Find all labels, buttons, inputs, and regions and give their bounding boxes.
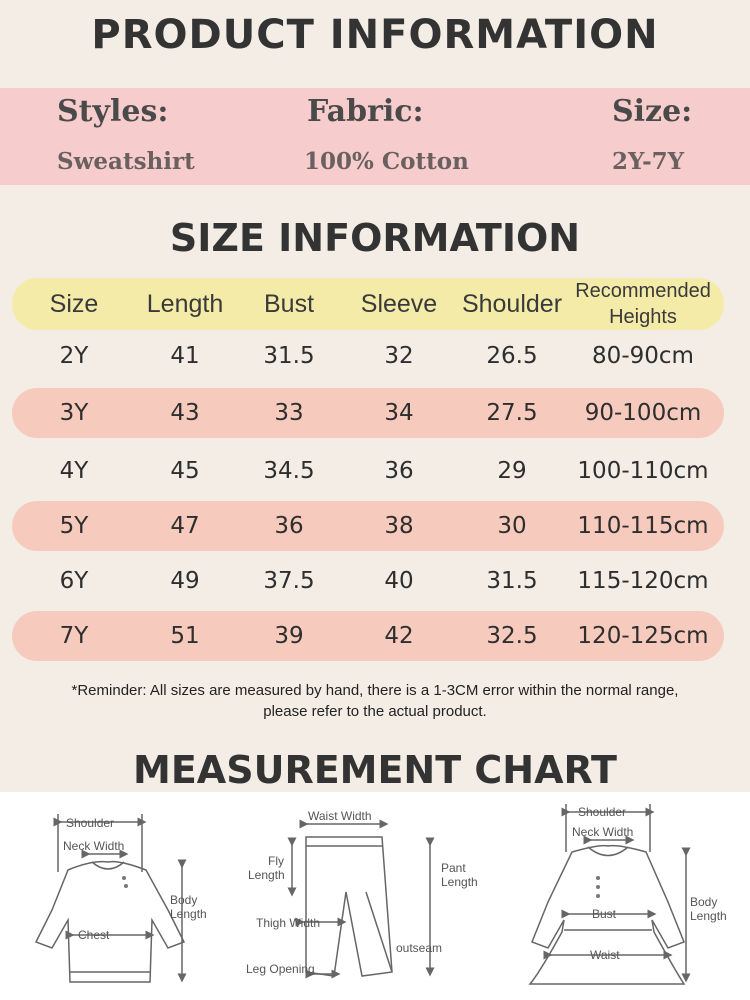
cell-size: 2Y (59, 343, 89, 369)
header-size: Size (49, 289, 99, 318)
cell-height: 110-115cm (577, 513, 709, 539)
cell-length: 51 (170, 623, 200, 649)
measurement-diagrams (0, 792, 750, 1000)
cell-length: 43 (170, 400, 200, 426)
pt-leg-opening-label: Leg Opening (246, 962, 315, 976)
cell-size: 3Y (59, 400, 89, 426)
measurement-chart-title: MEASUREMENT CHART (133, 748, 617, 792)
measurement-chart (0, 792, 750, 1000)
cell-length: 49 (170, 568, 200, 594)
cell-shoulder: 31.5 (486, 568, 538, 594)
reminder-note (0, 680, 750, 722)
pt-fly-label: Fly (268, 854, 284, 868)
cell-length: 45 (170, 458, 200, 484)
table-row (12, 556, 724, 606)
cell-shoulder: 30 (497, 513, 527, 539)
cell-shoulder: 26.5 (486, 343, 538, 369)
styles-label: Styles: (57, 94, 169, 129)
table-row (12, 611, 724, 661)
cell-bust: 31.5 (263, 343, 315, 369)
cell-height: 120-125cm (577, 623, 709, 649)
dr-length-label: Length (690, 909, 727, 923)
dr-body-label: Body (690, 895, 718, 909)
cell-height: 80-90cm (592, 343, 694, 369)
styles-value: Sweatshirt (57, 148, 195, 175)
cell-shoulder: 29 (497, 458, 527, 484)
cell-length: 47 (170, 513, 200, 539)
pt-outseam-label: outseam (396, 941, 443, 955)
table-row (12, 331, 724, 381)
pt-fly-length-label: Length (248, 868, 285, 882)
reminder-line-2: please refer to the actual product. (263, 703, 487, 720)
product-info-band (0, 88, 750, 185)
size-label: Size: (612, 94, 693, 129)
header-recommended-heights (570, 278, 716, 330)
table-row (12, 388, 724, 438)
size-information-title: SIZE INFORMATION (169, 216, 581, 260)
cell-size: 4Y (59, 458, 89, 484)
cell-shoulder: 32.5 (486, 623, 538, 649)
dr-bust-label: Bust (592, 907, 617, 921)
cell-size: 7Y (59, 623, 89, 649)
cell-sleeve: 42 (384, 623, 414, 649)
cell-size: 6Y (59, 568, 89, 594)
cell-bust: 39 (274, 623, 304, 649)
cell-height: 115-120cm (577, 568, 709, 594)
sw-neck-width-label: Neck Width (63, 839, 125, 853)
sw-length-label: Length (170, 907, 207, 921)
cell-sleeve: 32 (384, 343, 414, 369)
header-heights: Heights (609, 306, 677, 328)
cell-bust: 36 (274, 513, 304, 539)
cell-height: 90-100cm (584, 400, 702, 426)
pt-thigh-width-label: Thigh Width (256, 916, 321, 930)
header-recommended: Recommended (575, 280, 711, 302)
dr-shoulder-label: Shoulder (578, 805, 627, 819)
cell-length: 41 (170, 343, 200, 369)
header-shoulder: Shoulder (461, 289, 563, 318)
cell-height: 100-110cm (577, 458, 709, 484)
pt-pant-label: Pant (441, 861, 466, 875)
cell-size: 5Y (59, 513, 89, 539)
cell-sleeve: 34 (384, 400, 414, 426)
header-length: Length (146, 289, 224, 318)
product-information-title: PRODUCT INFORMATION (91, 12, 659, 58)
size-value: 2Y-7Y (612, 148, 685, 175)
header-sleeve: Sleeve (360, 289, 438, 318)
cell-bust: 34.5 (263, 458, 315, 484)
pt-waist-width-label: Waist Width (308, 809, 372, 823)
sw-chest-label: Chest (78, 928, 110, 942)
cell-bust: 33 (274, 400, 304, 426)
cell-sleeve: 38 (384, 513, 414, 539)
header-bust: Bust (263, 289, 315, 318)
cell-sleeve: 40 (384, 568, 414, 594)
fabric-value: 100% Cotton (304, 148, 469, 175)
cell-bust: 37.5 (263, 568, 315, 594)
size-table-header (12, 278, 724, 330)
table-row (12, 501, 724, 551)
sw-body-label: Body (170, 893, 198, 907)
fabric-label: Fabric: (307, 94, 424, 129)
dr-waist-label: Waist (590, 948, 620, 962)
pt-pant-length-label: Length (441, 875, 478, 889)
reminder-line-1: *Reminder: All sizes are measured by hand, there is a 1-3CM error within the normal range, (71, 682, 679, 699)
table-row (12, 446, 724, 496)
sw-shoulder-label: Shoulder (66, 816, 115, 830)
dr-neck-width-label: Neck Width (572, 825, 634, 839)
cell-sleeve: 36 (384, 458, 414, 484)
cell-shoulder: 27.5 (486, 400, 538, 426)
